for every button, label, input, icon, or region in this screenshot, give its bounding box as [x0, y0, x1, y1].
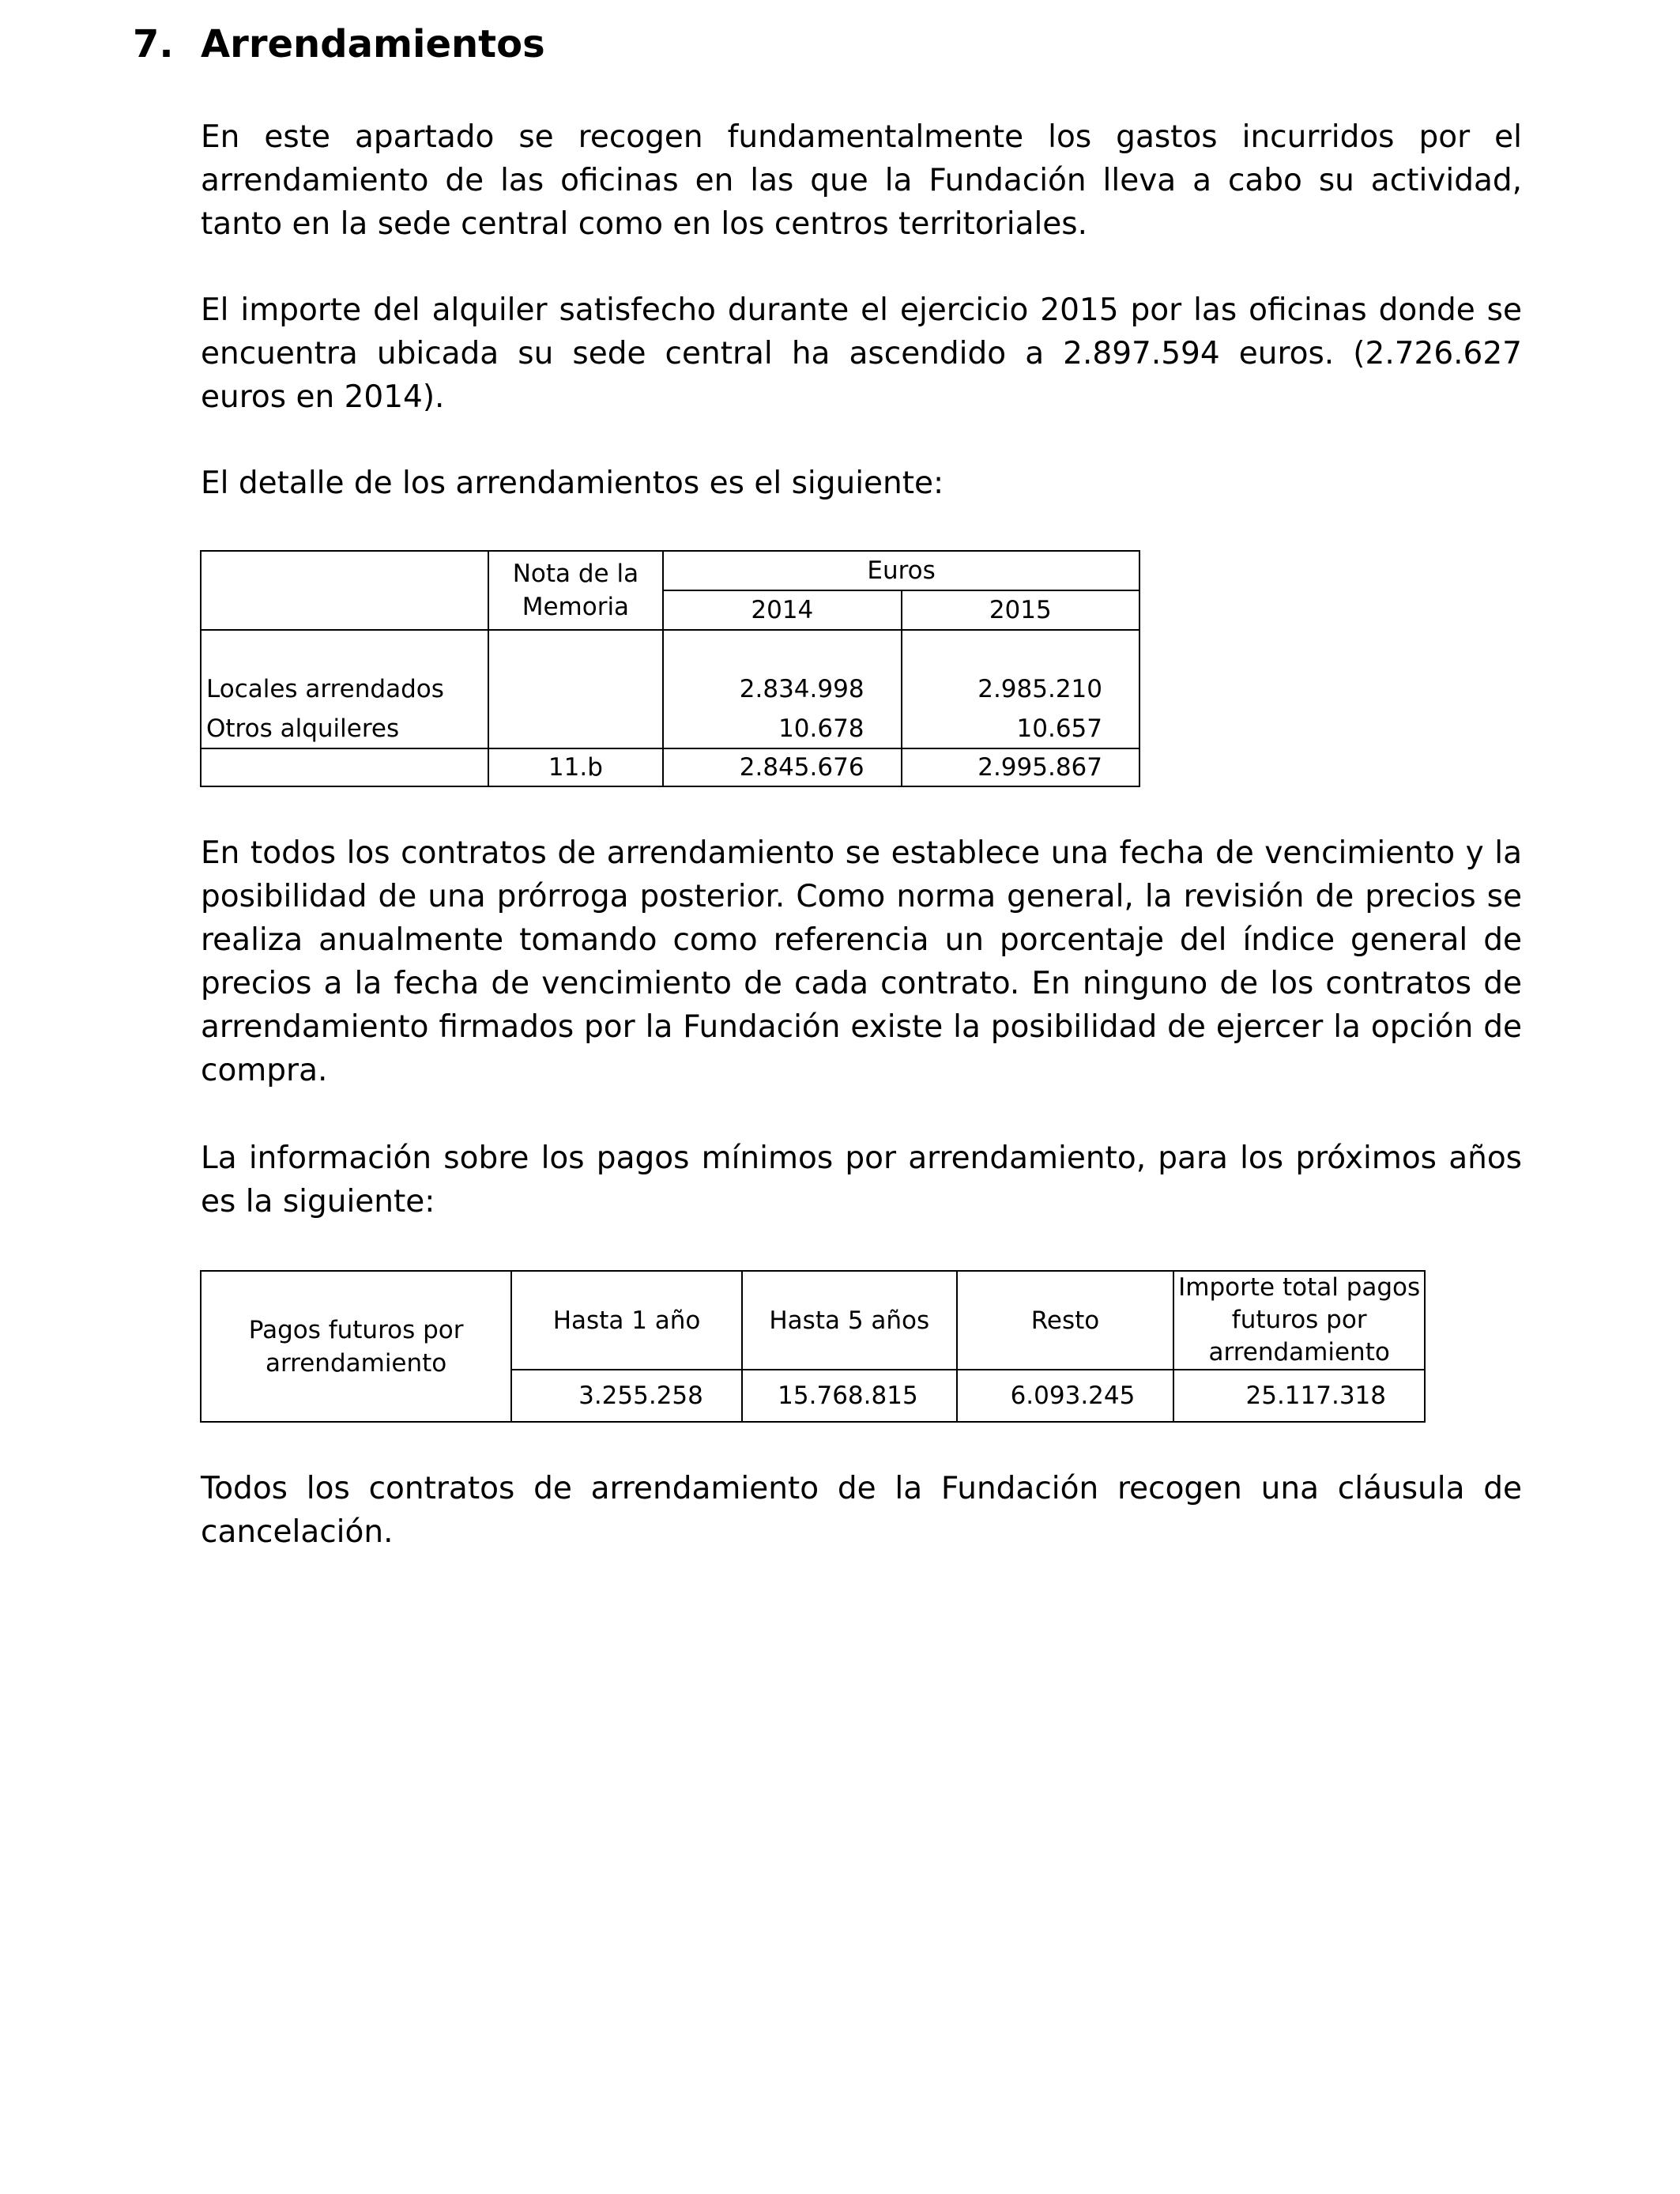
row-value-2015: 10.657 [902, 709, 1139, 748]
header-up-to-5-years: Hasta 5 años [742, 1271, 957, 1370]
total-note: 11.b [488, 748, 663, 786]
value-total: 25.117.318 [1173, 1370, 1425, 1422]
lease-spacer-cell [488, 630, 663, 669]
value-up-to-5-years: 15.768.815 [742, 1370, 957, 1422]
payments-intro-paragraph: La información sobre los pagos mínimos por arrendamiento, para los próximos años es la siguiente: [201, 1140, 1522, 1220]
lease-header-note: Nota de la Memoria [488, 551, 663, 630]
contracts-paragraph: En todos los contratos de arrendamiento se establece una fecha de vencimiento y la posibilidad de una prórroga posterior. Como norma general, la revisión de precios se realiza anualmente tomando como referencia un porcentaje del índice general de precios a la fecha de vencimiento de cada contrato. En ninguno de los contratos de arrendamiento firmados por la Fundación existe la posibilidad de ejercer la opción de compra. [201, 835, 1522, 1088]
closing-paragraph: Todos los contratos de arrendamiento de la Fundación recogen una cláusula de cancelación. [201, 1471, 1522, 1550]
lease-header-euros: Euros [663, 551, 1139, 590]
lease-spacer-cell [902, 630, 1139, 669]
header-rest: Resto [957, 1271, 1174, 1370]
row-value-2014: 2.834.998 [663, 669, 901, 709]
total-row [201, 748, 1139, 786]
detail-intro-paragraph: El detalle de los arrendamientos es el siguiente: [201, 466, 944, 501]
section-number: 7. [133, 22, 174, 66]
table-row [201, 709, 1139, 748]
lease-detail-table [200, 550, 1140, 787]
total-value-2014: 2.845.676 [663, 748, 901, 786]
row-note [488, 669, 663, 709]
row-label: Locales arrendados [201, 669, 488, 709]
row-label: Otros alquileres [201, 709, 488, 748]
header-total: Importe total pagos futuros por arrendamiento [1173, 1271, 1425, 1370]
future-payments-table [200, 1270, 1426, 1423]
lease-spacer-cell [663, 630, 901, 669]
section-title: Arrendamientos [201, 22, 545, 66]
lease-spacer-cell [201, 630, 488, 669]
lease-header-blank-cell [201, 551, 488, 630]
section-heading [133, 17, 545, 71]
payments-row-label: Pagos futuros por arrendamiento [201, 1271, 511, 1422]
value-up-to-1-year: 3.255.258 [511, 1370, 742, 1422]
lease-header-year-2014: 2014 [663, 590, 901, 630]
rent-amount-paragraph: El importe del alquiler satisfecho durante el ejercicio 2015 por las oficinas donde se encuentra ubicada su sede central ha ascendido a 2.897.594 euros. (2.726.627 euros en 2014). [201, 292, 1522, 415]
header-up-to-1-year: Hasta 1 año [511, 1271, 742, 1370]
lease-header-year-2015: 2015 [902, 590, 1139, 630]
row-note [488, 709, 663, 748]
intro-paragraph: En este apartado se recogen fundamentalmente los gastos incurridos por el arrendamiento de las oficinas en las que la Fundación lleva a cabo su actividad, tanto en la sede central como en los centros territoriales. [201, 119, 1522, 242]
table-row [201, 669, 1139, 709]
row-value-2014: 10.678 [663, 709, 901, 748]
value-rest: 6.093.245 [957, 1370, 1174, 1422]
total-value-2015: 2.995.867 [902, 748, 1139, 786]
row-value-2015: 2.985.210 [902, 669, 1139, 709]
total-label [201, 748, 488, 786]
